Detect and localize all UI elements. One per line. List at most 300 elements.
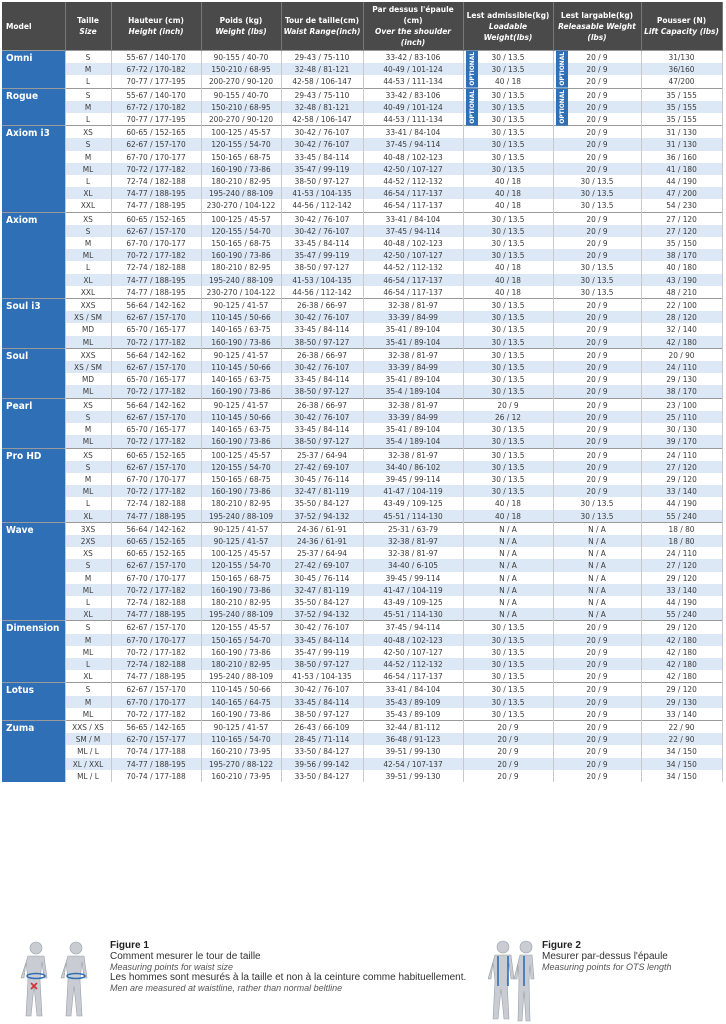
cell-releasable: 20 / 9 [553, 398, 641, 411]
cell-releasable: 20 / 9 [553, 435, 641, 448]
cell-height: 67-70 / 170-177 [111, 473, 201, 485]
cell-loadable: 30 / 13.5 [463, 151, 553, 163]
cell-lift: 55 / 240 [641, 510, 722, 523]
figure2-title: Figure 2 [542, 940, 581, 951]
cell-size: L [65, 596, 111, 608]
optional-label: OPTIONAL [467, 52, 476, 87]
cell-ots: 40-48 / 102-123 [363, 634, 463, 646]
cell-size: XXS / XS [65, 720, 111, 733]
cell-ots: 43-49 / 109-125 [363, 497, 463, 509]
cell-loadable: 30 / 13.5 [463, 101, 553, 113]
cell-weight: 195-240 / 88-109 [201, 608, 281, 621]
cell-lift: 55 / 240 [641, 608, 722, 621]
cell-waist: 37-52 / 94-132 [281, 510, 363, 523]
cell-ots: 35-41 / 89-104 [363, 336, 463, 349]
cell-height: 70-74 / 177-188 [111, 745, 201, 757]
cell-ots: 42-50 / 107-127 [363, 646, 463, 658]
cell-loadable: 30 / 13.5 [463, 212, 553, 225]
cell-lift: 20 / 90 [641, 348, 722, 361]
model-name: Pearl [2, 398, 65, 448]
table-row [2, 559, 722, 571]
cell-weight: 110-145 / 50-66 [201, 311, 281, 323]
header-lift: Pousser (N) Lift Capacity (lbs) [641, 2, 722, 51]
cell-releasable: 20 / 9 [553, 473, 641, 485]
cell-weight: 195-240 / 88-109 [201, 510, 281, 523]
cell-ots: 46-54 / 117-137 [363, 274, 463, 286]
cell-height: 62-67 / 157-170 [111, 138, 201, 150]
figure1-en: Measuring points for waist size [110, 962, 234, 972]
table-row [2, 547, 722, 559]
table-row [2, 175, 722, 187]
cell-lift: 38 / 170 [641, 249, 722, 261]
table-row [2, 212, 722, 225]
cell-height: 62-67 / 157-170 [111, 361, 201, 373]
cell-loadable: 20 / 9 [463, 398, 553, 411]
cell-size: ML [65, 336, 111, 349]
cell-loadable: 30 / 13.5 [463, 323, 553, 335]
cell-releasable: 20 / 9 [553, 237, 641, 249]
cell-size: 2XS [65, 535, 111, 547]
cell-waist: 30-42 / 76-107 [281, 212, 363, 225]
table-row [2, 733, 722, 745]
cell-size: SM / M [65, 733, 111, 745]
cell-height: 62-67 / 157-170 [111, 311, 201, 323]
cell-weight: 160-190 / 73-86 [201, 163, 281, 175]
cell-loadable: 30 / 13.5 [463, 683, 553, 696]
cell-ots: 40-49 / 101-124 [363, 101, 463, 113]
cell-loadable: 30 / 13.5 [463, 473, 553, 485]
cell-ots: 44-52 / 112-132 [363, 658, 463, 670]
cell-size: S [65, 621, 111, 634]
cell-height: 56-64 / 142-162 [111, 398, 201, 411]
table-row [2, 522, 722, 535]
cell-waist: 30-45 / 76-114 [281, 572, 363, 584]
table-row [2, 88, 722, 101]
cell-size: ML [65, 249, 111, 261]
cell-height: 67-72 / 170-182 [111, 101, 201, 113]
cell-size: ML [65, 584, 111, 596]
cell-height: 65-70 / 165-177 [111, 323, 201, 335]
cell-height: 72-74 / 182-188 [111, 261, 201, 273]
cell-waist: 29-43 / 75-110 [281, 51, 363, 64]
cell-waist: 42-58 / 106-147 [281, 75, 363, 88]
cell-size: L [65, 497, 111, 509]
cell-releasable: 20 / 9 [553, 113, 641, 126]
cell-loadable: 40 / 18 [463, 261, 553, 273]
cell-lift: 23 / 100 [641, 398, 722, 411]
figures-footer [0, 934, 726, 1024]
cell-size: XS [65, 212, 111, 225]
cell-waist: 24-36 / 61-91 [281, 522, 363, 535]
cell-size: S [65, 683, 111, 696]
cell-lift: 24 / 110 [641, 547, 722, 559]
cell-size: XL / XXL [65, 758, 111, 770]
cell-loadable: 40 / 18 [463, 274, 553, 286]
cell-releasable: 20 / 9 [553, 385, 641, 398]
cell-releasable: N / A [553, 584, 641, 596]
cell-size: XS [65, 398, 111, 411]
cell-releasable: 30 / 13.5 [553, 510, 641, 523]
cell-weight: 195-240 / 88-109 [201, 274, 281, 286]
cell-weight: 110-145 / 50-66 [201, 361, 281, 373]
cell-releasable: 20 / 9 [553, 336, 641, 349]
table-row [2, 634, 722, 646]
header-loadable: Lest admissible(kg) Loadable Weight(lbs) [463, 2, 553, 51]
cell-height: 70-72 / 177-182 [111, 485, 201, 497]
cell-waist: 35-47 / 99-119 [281, 163, 363, 175]
cell-size: L [65, 658, 111, 670]
cell-loadable: 40 / 18 [463, 510, 553, 523]
cell-lift: 42 / 180 [641, 670, 722, 683]
cell-size: ML / L [65, 770, 111, 782]
cell-releasable: 30 / 13.5 [553, 199, 641, 212]
cell-size: MD [65, 323, 111, 335]
cell-loadable: 30 / 13.5 [463, 485, 553, 497]
cell-lift: 28 / 120 [641, 311, 722, 323]
cell-weight: 160-190 / 73-86 [201, 435, 281, 448]
cell-height: 67-70 / 170-177 [111, 151, 201, 163]
cell-height: 72-74 / 182-188 [111, 497, 201, 509]
cell-releasable: 20 / 9 [553, 646, 641, 658]
cell-loadable: 30 / 13.5 [463, 696, 553, 708]
cell-weight: 110-145 / 50-66 [201, 411, 281, 423]
cell-releasable: 20 / 9 [553, 733, 641, 745]
cell-lift: 29 / 130 [641, 696, 722, 708]
cell-weight: 160-210 / 73-95 [201, 770, 281, 782]
table-row [2, 461, 722, 473]
cell-height: 65-70 / 165-177 [111, 423, 201, 435]
cell-size: XXL [65, 199, 111, 212]
cell-lift: 18 / 80 [641, 522, 722, 535]
cell-ots: 37-45 / 94-114 [363, 138, 463, 150]
cell-weight: 150-165 / 68-75 [201, 473, 281, 485]
cell-height: 70-77 / 177-195 [111, 75, 201, 88]
cell-weight: 110-145 / 50-66 [201, 683, 281, 696]
cell-loadable: 30 / 13.5 [463, 348, 553, 361]
cell-waist: 41-53 / 104-135 [281, 187, 363, 199]
table-row [2, 299, 722, 312]
table-row [2, 608, 722, 621]
table-row [2, 385, 722, 398]
cell-loadable: N / A [463, 584, 553, 596]
cell-loadable: 30 / 13.5 [463, 670, 553, 683]
cell-releasable: N / A [553, 522, 641, 535]
cell-lift: 27 / 120 [641, 212, 722, 225]
table-row [2, 621, 722, 634]
model-name: Zuma [2, 720, 65, 782]
cell-releasable: 20 / 9 [553, 720, 641, 733]
cell-lift: 34 / 150 [641, 745, 722, 757]
table-row [2, 261, 722, 273]
cell-size: XS / SM [65, 361, 111, 373]
cell-ots: 44-53 / 111-134 [363, 113, 463, 126]
cell-height: 70-72 / 177-182 [111, 249, 201, 261]
cell-size: M [65, 151, 111, 163]
cell-lift: 34 / 150 [641, 770, 722, 782]
cell-ots: 35-41 / 89-104 [363, 323, 463, 335]
table-row [2, 696, 722, 708]
table-row [2, 683, 722, 696]
cell-waist: 39-56 / 99-142 [281, 758, 363, 770]
cell-releasable: 20 / 9 [553, 758, 641, 770]
cell-size: L [65, 75, 111, 88]
cell-ots: 42-50 / 107-127 [363, 163, 463, 175]
cell-waist: 38-50 / 97-127 [281, 708, 363, 721]
cell-loadable: 20 / 9 [463, 770, 553, 782]
table-row [2, 187, 722, 199]
cell-weight: 160-190 / 73-86 [201, 336, 281, 349]
cell-size: ML [65, 435, 111, 448]
cell-ots: 32-38 / 81-97 [363, 398, 463, 411]
cell-weight: 195-270 / 88-122 [201, 758, 281, 770]
cell-size: XL [65, 274, 111, 286]
cell-waist: 30-42 / 76-107 [281, 683, 363, 696]
cell-waist: 30-45 / 76-114 [281, 473, 363, 485]
cell-height: 62-67 / 157-170 [111, 683, 201, 696]
cell-weight: 150-165 / 68-75 [201, 572, 281, 584]
cell-height: 70-72 / 177-182 [111, 708, 201, 721]
cell-loadable: 40 / 18 [463, 199, 553, 212]
cell-waist: 30-42 / 76-107 [281, 621, 363, 634]
cell-lift: 35 / 155 [641, 113, 722, 126]
table-row [2, 126, 722, 139]
cell-lift: 42 / 180 [641, 658, 722, 670]
table-row [2, 510, 722, 523]
cell-weight: 90-125 / 41-57 [201, 535, 281, 547]
cell-releasable: 20 / 9 [553, 485, 641, 497]
cell-waist: 33-45 / 84-114 [281, 696, 363, 708]
cell-waist: 38-50 / 97-127 [281, 261, 363, 273]
cell-height: 74-77 / 188-195 [111, 510, 201, 523]
cell-height: 72-74 / 182-188 [111, 658, 201, 670]
cell-height: 67-70 / 170-177 [111, 634, 201, 646]
cell-weight: 140-165 / 63-75 [201, 373, 281, 385]
cell-waist: 30-42 / 76-107 [281, 138, 363, 150]
cell-height: 62-67 / 157-170 [111, 559, 201, 571]
cell-size: M [65, 696, 111, 708]
cell-ots: 33-41 / 84-104 [363, 212, 463, 225]
ots-measure-figure-icon [488, 938, 538, 1022]
cell-height: 67-70 / 170-177 [111, 237, 201, 249]
cell-height: 62-67 / 157-170 [111, 461, 201, 473]
cell-lift: 36 / 160 [641, 151, 722, 163]
cell-ots: 39-45 / 99-114 [363, 473, 463, 485]
cell-lift: 27 / 120 [641, 461, 722, 473]
figure1-caption [110, 940, 480, 993]
cell-loadable: 40 / 18 [463, 187, 553, 199]
cell-loadable: 30 / 13.5 OPTIONAL [463, 51, 553, 64]
cell-loadable: 40 / 18 [463, 75, 553, 88]
cell-loadable: 30 / 13.5 [463, 373, 553, 385]
cell-ots: 46-54 / 117-137 [363, 187, 463, 199]
cell-height: 60-65 / 152-165 [111, 448, 201, 461]
cell-ots: 33-41 / 84-104 [363, 126, 463, 139]
cell-loadable: 30 / 13.5 [463, 63, 553, 75]
cell-waist: 30-42 / 76-107 [281, 411, 363, 423]
cell-ots: 33-42 / 83-106 [363, 88, 463, 101]
cell-weight: 180-210 / 82-95 [201, 596, 281, 608]
cell-weight: 120-155 / 54-70 [201, 559, 281, 571]
cell-waist: 35-47 / 99-119 [281, 249, 363, 261]
cell-height: 62-70 / 157-177 [111, 733, 201, 745]
cell-size: ML [65, 163, 111, 175]
cell-size: ML [65, 646, 111, 658]
cell-waist: 35-47 / 99-119 [281, 646, 363, 658]
cell-height: 62-67 / 157-170 [111, 225, 201, 237]
cell-loadable: 20 / 9 [463, 758, 553, 770]
table-row [2, 535, 722, 547]
cell-ots: 37-45 / 94-114 [363, 621, 463, 634]
cell-size: M [65, 101, 111, 113]
cell-releasable: N / A [553, 535, 641, 547]
cell-releasable: 20 / 9 [553, 373, 641, 385]
cell-releasable: 20 / 9 [553, 411, 641, 423]
cell-ots: 46-54 / 117-137 [363, 286, 463, 299]
cell-releasable: 20 / 9 [553, 683, 641, 696]
cell-releasable: 20 / 9 OPTIONAL [553, 88, 641, 101]
table-row [2, 75, 722, 88]
cell-height: 60-65 / 152-165 [111, 547, 201, 559]
cell-size: XL [65, 510, 111, 523]
table-row [2, 670, 722, 683]
table-row [2, 237, 722, 249]
cell-waist: 38-50 / 97-127 [281, 336, 363, 349]
cell-releasable: 20 / 9 [553, 621, 641, 634]
cell-size: M [65, 634, 111, 646]
cell-waist: 32-47 / 81-119 [281, 584, 363, 596]
cell-releasable: 30 / 13.5 [553, 175, 641, 187]
cell-ots: 41-47 / 104-119 [363, 485, 463, 497]
cell-size: L [65, 261, 111, 273]
cell-weight: 90-125 / 41-57 [201, 522, 281, 535]
cell-waist: 41-53 / 104-135 [281, 670, 363, 683]
cell-releasable: 20 / 9 [553, 708, 641, 721]
cell-waist: 44-56 / 112-142 [281, 286, 363, 299]
header-size: Taille Size [65, 2, 111, 51]
table-row [2, 423, 722, 435]
cell-waist: 33-45 / 84-114 [281, 237, 363, 249]
cell-weight: 100-125 / 45-57 [201, 126, 281, 139]
header-row [2, 2, 722, 51]
cell-size: ML / L [65, 745, 111, 757]
cell-height: 56-64 / 142-162 [111, 348, 201, 361]
table-row [2, 596, 722, 608]
cell-releasable: 20 / 9 [553, 670, 641, 683]
cell-lift: 33 / 140 [641, 708, 722, 721]
cell-size: XL [65, 608, 111, 621]
cell-lift: 18 / 80 [641, 535, 722, 547]
figure1-note-en: Men are measured at waistline, rather than normal beltline [110, 983, 343, 993]
cell-loadable: N / A [463, 596, 553, 608]
cell-weight: 150-210 / 68-95 [201, 101, 281, 113]
header-height: Hauteur (cm) Height (inch) [111, 2, 201, 51]
cell-releasable: 20 / 9 [553, 658, 641, 670]
cell-releasable: 20 / 9 [553, 249, 641, 261]
table-row [2, 658, 722, 670]
cell-releasable: 20 / 9 [553, 770, 641, 782]
cell-waist: 25-37 / 64-94 [281, 448, 363, 461]
cell-waist: 37-52 / 94-132 [281, 608, 363, 621]
cell-height: 74-77 / 188-195 [111, 758, 201, 770]
cell-weight: 160-190 / 73-86 [201, 385, 281, 398]
cell-lift: 41 / 180 [641, 163, 722, 175]
figure1-fr: Comment mesurer le tour de taille [110, 951, 261, 962]
cell-lift: 44 / 190 [641, 596, 722, 608]
cell-loadable: N / A [463, 522, 553, 535]
cell-waist: 33-45 / 84-114 [281, 323, 363, 335]
table-row [2, 646, 722, 658]
cell-height: 56-65 / 142-165 [111, 720, 201, 733]
cell-waist: 27-42 / 69-107 [281, 559, 363, 571]
cell-weight: 120-155 / 54-70 [201, 225, 281, 237]
cell-loadable: 30 / 13.5 [463, 299, 553, 312]
cell-releasable: 30 / 13.5 [553, 187, 641, 199]
cell-ots: 46-54 / 117-137 [363, 199, 463, 212]
cell-lift: 22 / 100 [641, 299, 722, 312]
cell-ots: 37-45 / 94-114 [363, 225, 463, 237]
cell-loadable: 30 / 13.5 [463, 634, 553, 646]
cell-waist: 38-50 / 97-127 [281, 658, 363, 670]
cell-weight: 150-165 / 54-70 [201, 634, 281, 646]
cell-waist: 26-38 / 66-97 [281, 348, 363, 361]
cell-loadable: N / A [463, 572, 553, 584]
cell-size: ML [65, 485, 111, 497]
cell-weight: 180-210 / 82-95 [201, 261, 281, 273]
table-row [2, 708, 722, 721]
cell-ots: 34-40 / 86-102 [363, 461, 463, 473]
cell-height: 72-74 / 182-188 [111, 596, 201, 608]
cell-lift: 35 / 155 [641, 88, 722, 101]
cell-waist: 29-43 / 75-110 [281, 88, 363, 101]
cell-size: S [65, 225, 111, 237]
cell-waist: 38-50 / 97-127 [281, 435, 363, 448]
cell-releasable: 20 / 9 [553, 101, 641, 113]
cell-releasable: 20 / 9 [553, 448, 641, 461]
cell-weight: 160-190 / 73-86 [201, 708, 281, 721]
optional-label: OPTIONAL [557, 90, 566, 124]
cell-loadable: 26 / 12 [463, 411, 553, 423]
cell-releasable: 20 / 9 [553, 225, 641, 237]
cell-releasable: N / A [553, 572, 641, 584]
table-row [2, 286, 722, 299]
cell-waist: 30-42 / 76-107 [281, 361, 363, 373]
table-row [2, 473, 722, 485]
cell-size: L [65, 175, 111, 187]
table-row [2, 323, 722, 335]
model-name: Axiom [2, 212, 65, 298]
cell-weight: 110-165 / 54-70 [201, 733, 281, 745]
cell-ots: 45-51 / 114-130 [363, 510, 463, 523]
cell-waist: 33-50 / 84-127 [281, 745, 363, 757]
cell-lift: 34 / 150 [641, 758, 722, 770]
table-row [2, 373, 722, 385]
cell-ots: 40-48 / 102-123 [363, 151, 463, 163]
cell-size: S [65, 411, 111, 423]
cell-loadable: 30 / 13.5 [463, 126, 553, 139]
cell-waist: 24-36 / 61-91 [281, 535, 363, 547]
model-name: Wave [2, 522, 65, 621]
table-row [2, 398, 722, 411]
cell-loadable: 30 / 13.5 [463, 461, 553, 473]
table-row [2, 758, 722, 770]
cell-height: 70-72 / 177-182 [111, 385, 201, 398]
table-row [2, 225, 722, 237]
table-row [2, 274, 722, 286]
cell-waist: 33-50 / 84-127 [281, 770, 363, 782]
cell-size: ML [65, 385, 111, 398]
cell-lift: 22 / 90 [641, 720, 722, 733]
cell-waist: 26-38 / 66-97 [281, 398, 363, 411]
